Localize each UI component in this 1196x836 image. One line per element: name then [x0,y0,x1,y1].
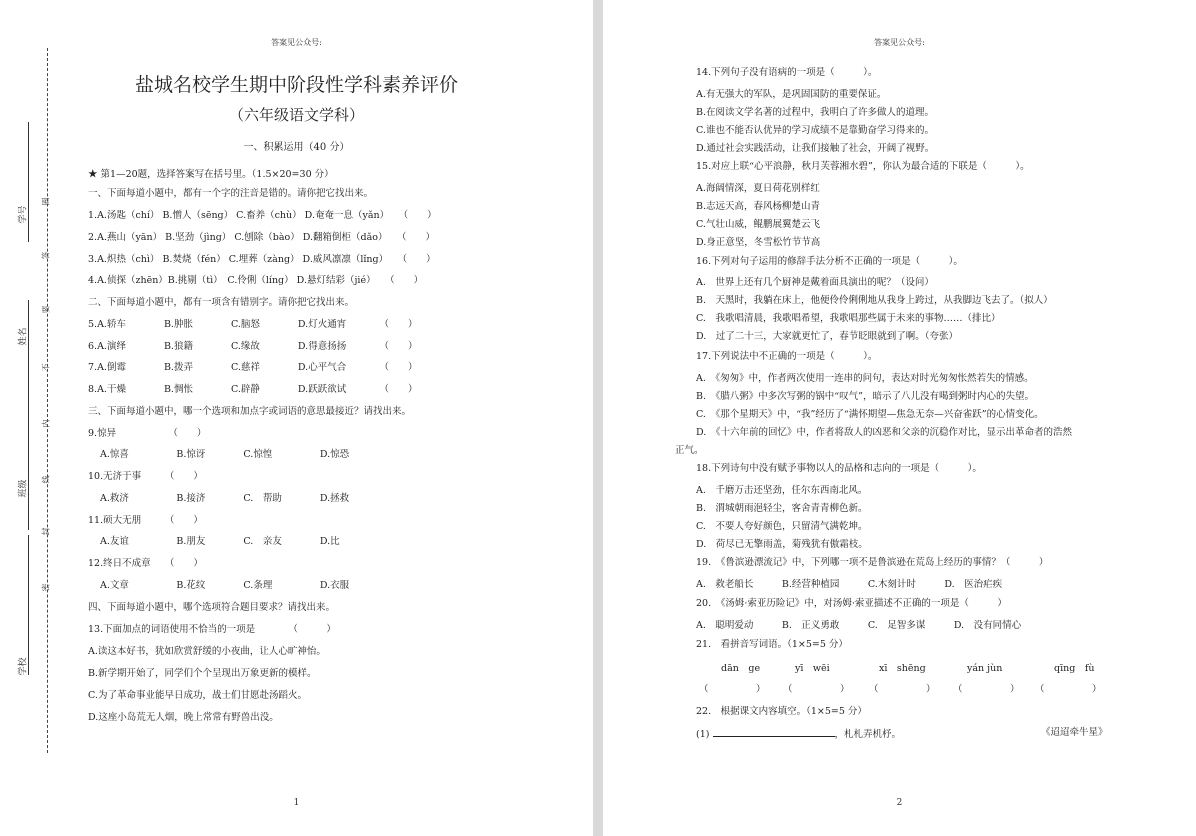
question-line: 14.下列句子没有语病的一项是（ ）。 [696,67,878,78]
option-line: A. 《匆匆》中，作者两次使用一连串的问句，表达对时光匆匆怅然若失的情感。 [696,373,1034,384]
question-line: 4.A.侦探（zhēn）B.挑剔（tì） C.伶俐（líng） D.悬灯结彩（jié） （ ） [88,275,424,286]
question-line: 17.下列说法中不正确的一项是（ ）。 [696,351,878,362]
seal-char: 要 [41,305,51,314]
side-label-xuehao: 学号 [18,205,29,224]
question-line: 1.A.汤匙（chí） B.憎人（sēng） C.畜养（chù） D.奄奄一息（yǎn） （ ） [88,210,437,221]
side-label-banji: 班级 [18,479,29,498]
answer-bracket-4[interactable]: （ ） [953,684,1020,695]
page-number: 1 [293,798,300,808]
instruction: ★ 第1—20题，选择答案写在括号里。（1.5×20=30 分） [88,169,334,180]
page-gap [593,0,603,836]
option-line: D.身正意坚，冬雪松竹节节高 [696,237,821,248]
question-line: 13.下面加点的词语使用不恰当的一项是 （ ） [88,624,336,635]
option-line: B. 渭城朝雨浥轻尘，客舍青青柳色新。 [696,503,868,514]
seal-char: 密 [41,583,51,592]
option-line: C. 不要人夸好颜色，只留清气满乾坤。 [696,521,868,532]
option-line: A.惊喜 B.惊讶 C.惊惶 D.惊恐 [100,449,350,460]
option-line: A. 世界上还有几个厨神是戴着面具演出的呢？（设问） [696,277,934,288]
question-line: 2.A.燕山（yān） B.坚劲（jìng） C.刨除（bào） D.翻箱倒柜（dǎo） （ ） [88,232,436,243]
question-line: 三、下面每道小题中，哪一个选项和加点字或词语的意思最接近？请找出来。 [88,406,412,417]
fill-source: 《迢迢牵牛星》 [1041,727,1108,738]
question-line: 9.惊异 （ ） [88,428,207,439]
exam-subtitle: （六年级语文学科） [228,106,364,124]
fill-prefix: (1) [696,729,710,740]
option-line: A.文章 B.花纹 C.条理 D.衣服 [100,580,350,591]
question-line: 二、下面每道小题中，都有一项含有错别字。请你把它找出来。 [88,297,355,308]
question-line: 3.A.炽热（chì） B.焚烧（fén） C.埋葬（zàng） D.威风凛凛（lǐng） （ ） [88,254,436,265]
exam-title: 盐城名校学生期中阶段性学科素养评价 [134,74,458,96]
pinyin-4: yán jùn [967,663,1003,674]
option-line: D. 荷尽已无擎雨盖，菊残犹有傲霜枝。 [696,539,868,550]
question-line: 6.A.演绎 B.狼籍 C.缘故 D.得意扬扬 （ ） [88,341,418,352]
option-line: D. 过了二十三，大家就更忙了，春节眨眼就到了啊。（夸张） [696,331,959,342]
exam-page-1 [0,0,593,836]
option-line: C.为了革命事业能早日成功，战士们甘愿赴汤蹈火。 [88,690,307,701]
option-line: A.友谊 B.朋友 C. 亲友 D.比 [100,536,340,547]
option-line: A. 千磨万击还坚劲，任尔东西南北风。 [696,485,868,496]
class-blank [28,410,29,530]
option-line: C.气壮山威，鲲鹏展翼楚云飞 [696,219,820,230]
fill-item [696,726,901,741]
option-line: B. 天黑时，我躺在床上，他便伶伶俐俐地从我身上跨过，从我脚边飞去了。（拟人） [696,295,1053,306]
pinyin-1: dān ge [721,663,761,674]
school-blank [28,535,29,675]
question-line: 22. 根据课文内容填空。（1×5=5 分） [696,706,867,717]
option-line: A.海阔情深，夏日荷花别样红 [696,183,820,194]
question-line: 四、下面每道小题中，哪个选项符合题目要求？请找出来。 [88,602,336,613]
option-line: D. 《十六年前的回忆》中，作者将敌人的凶恶和父亲的沉稳作对比，显示出革命者的浩然 [696,427,1073,438]
seal-char: 内 [41,419,51,428]
seal-char: 线 [41,475,51,484]
binding-dashed-line [47,48,48,753]
option-line: D.这座小岛荒无人烟，晚上常常有野兽出没。 [88,712,279,723]
question-line: 19. 《鲁滨逊漂流记》中，下列哪一项不是鲁滨逊在荒岛上经历的事情？（ ） [696,557,1049,568]
fill-blank[interactable] [713,726,835,737]
seal-char: 不 [41,363,51,372]
answer-bracket-3[interactable]: （ ） [869,684,936,695]
option-line: D.通过社会实践活动，让我们接触了社会，开阔了视野。 [696,143,935,154]
option-line: C.谁也不能否认优异的学习成绩不是靠勤奋学习得来的。 [696,125,934,136]
question-line: 15.对应上联“心平浪静，秋月芙蓉湘水碧”，你认为最合适的下联是（ ）。 [696,161,1030,172]
question-line: 16.下列对句子运用的修辞手法分析不正确的一项是（ ）。 [696,256,963,267]
answer-bracket-2[interactable]: （ ） [783,684,850,695]
answer-bracket-5[interactable]: （ ） [1035,684,1102,695]
answer-bracket-1[interactable]: （ ） [699,684,766,695]
option-line: C. 我歌唱清晨，我歌唱希望，我歌唱那些属于未来的事物……（排比） [696,313,1001,324]
option-line: B.在阅读文学名著的过程中，我明白了许多做人的道理。 [696,107,935,118]
side-label-xuexiao: 学校 [18,657,29,676]
option-line: 正气。 [675,445,704,456]
question-line: 10.无济于事 （ ） [88,471,203,482]
question-line: 18.下列诗句中没有赋予事物以人的品格和志向的一项是（ ）。 [696,463,982,474]
header-note: 答案见公众号: [271,38,322,47]
question-line: 7.A.倒霉 B.拨弄 C.慈祥 D.心平气合 （ ） [88,362,418,373]
option-line: A. 救老船长 B.经营种植园 C.木刻计时 D. 医治疟疾 [696,579,1003,590]
seal-char: 答 [41,251,51,260]
exam-page-2 [603,0,1196,836]
option-line: A.有无强大的军队，是巩固国防的重要保证。 [696,89,887,100]
option-line: C. 《那个星期天》中，“我”经历了“满怀期望—焦急无奈—兴奋雀跃”的心情变化。 [696,409,1044,420]
seal-char: 圈 [41,197,51,206]
option-line: B.志远天高，春风杨柳楚山青 [696,201,821,212]
name-blank [28,300,29,420]
pinyin-3: xī shēng [879,663,926,674]
question-line: 21. 看拼音写词语。（1×5=5 分） [696,639,848,650]
question-line: 8.A.干燥 B.惆怅 C.辟静 D.跃跃欲试 （ ） [88,384,418,395]
option-line: A.读这本好书，犹如欣赏舒缓的小夜曲，让人心旷神怡。 [88,646,326,657]
option-line: A. 聪明爱动 B. 正义勇敢 C. 足智多谋 D. 没有同情心 [696,620,1022,631]
pinyin-5: qīng fù [1054,663,1095,674]
fill-suffix: ，札札弄机杼。 [834,729,902,740]
option-line: B. 《腊八粥》中多次写粥的锅中“叹气”，暗示了八儿没有喝到粥时内心的失望。 [696,391,1034,402]
side-label-xingming: 姓名 [18,327,29,346]
pinyin-2: yī wēi [795,663,830,674]
section-heading: 一、积累运用（40 分） [243,142,350,153]
question-line: 5.A.轿车 B.肿胀 C.脑怒 D.灯火通宵 （ ） [88,319,418,330]
option-line: B.新学期开始了，同学们个个呈现出万象更新的模样。 [88,668,317,679]
option-line: A.救济 B.接济 C. 帮助 D.拯救 [100,493,350,504]
question-line: 12.终日不成章 （ ） [88,558,203,569]
question-line: 20. 《汤姆·索亚历险记》中，对汤姆·索亚描述不正确的一项是（ ） [696,598,1007,609]
page-number: 2 [896,798,903,808]
seal-char: 封 [41,527,51,536]
header-note: 答案见公众号: [874,38,925,47]
question-line: 11.硕大无朋 （ ） [88,515,203,526]
question-line: 一、下面每道小题中，都有一个字的注音是错的。请你把它找出来。 [88,188,374,199]
